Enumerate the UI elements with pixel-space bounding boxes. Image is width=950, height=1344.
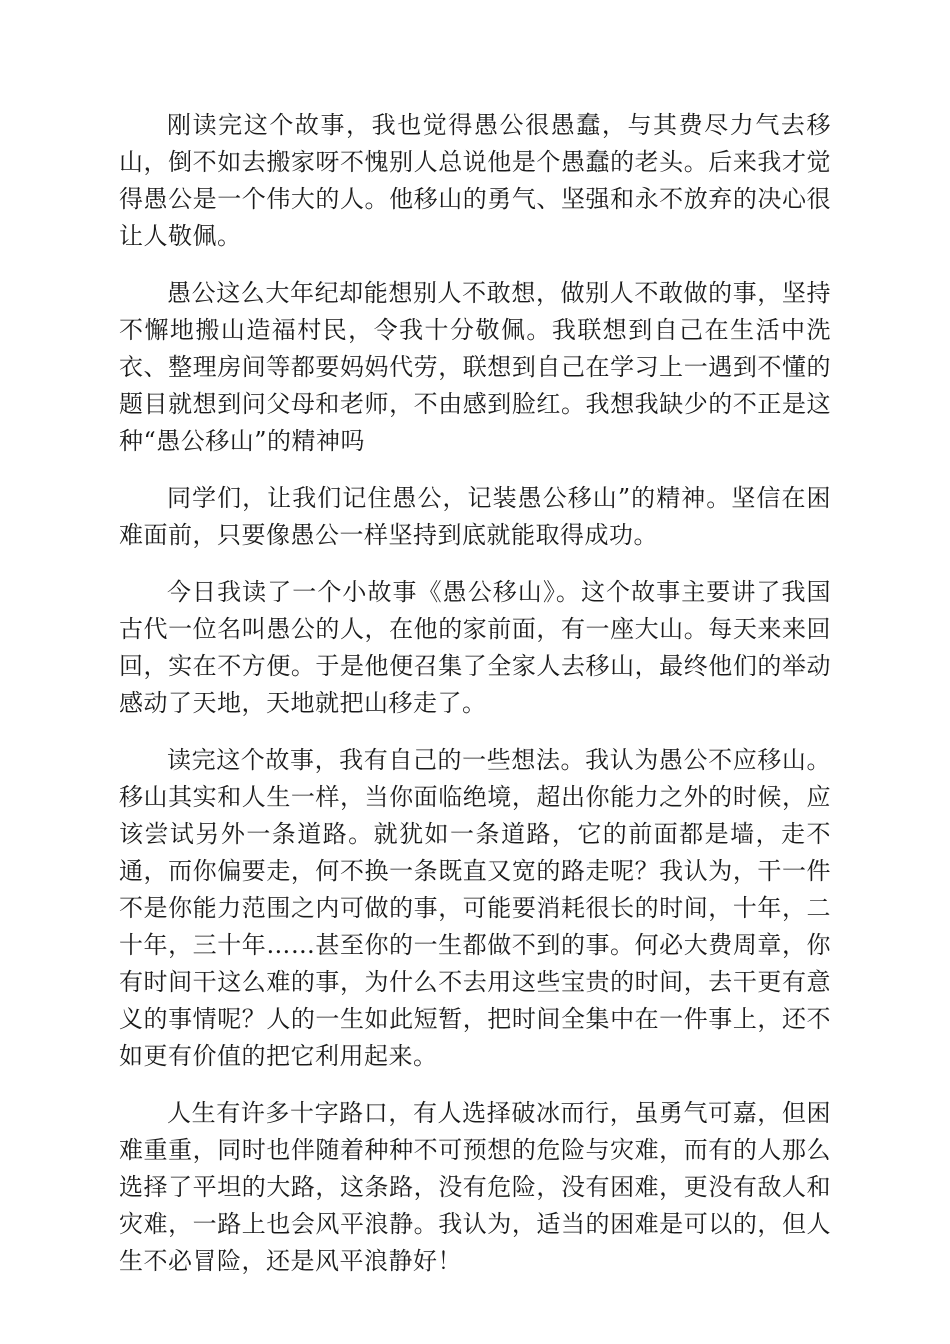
paragraph-3: 同学们，让我们记住愚公，记装愚公移山”的精神。坚信在困难面前，只要像愚公一样坚持到底就能取得成功。 (119, 484, 831, 549)
paragraph-1: 刚读完这个故事，我也觉得愚公很愚蠢，与其费尽力气去移山，倒不如去搬家呀不愧别人总说他是个愚蠢的老头。后来我才觉得愚公是一个伟大的人。他移山的勇气、坚强和永不放弃的决心很让人敬佩。 (119, 111, 831, 250)
paragraph-5: 读完这个故事，我有自己的一些想法。我认为愚公不应移山。移山其实和人生一样，当你面临绝境，超出你能力之外的时候，应该尝试另外一条道路。就犹如一条道路，它的前面都是墙，走不通，而你偏要走，何不换一条既直又宽的路走呢？我认为，干一件不是你能力范围之内可做的事，可能要消耗很长的时间，十年，二十年，三十年……甚至你的一生都做不到的事。何必大费周章，你有时间干这么难的事，为什么不去用这些宝贵的时间，去干更有意义的事情呢？人的一生如此短暂，把时间全集中在一件事上，还不如更有价值的把它利用起来。 (119, 746, 831, 1070)
paragraph-2: 愚公这么大年纪却能想别人不敢想，做别人不敢做的事，坚持不懈地搬山造福村民，令我十分敬佩。我联想到自己在生活中洗衣、整理房间等都要妈妈代劳，联想到自己在学习上一遇到不懂的题目就想到问父母和老师，不由感到脸红。我想我缺少的不正是这种“愚公移山”的精神吗 (119, 279, 831, 455)
paragraph-6: 人生有许多十字路口，有人选择破冰而行，虽勇气可嘉，但困难重重，同时也伴随着种种不可预想的危险与灾难，而有的人那么选择了平坦的大路，这条路，没有危险，没有困难，更没有敌人和灾难，一路上也会风平浪静。我认为，适当的困难是可以的，但人生不必冒险，还是风平浪静好！ (119, 1099, 831, 1275)
paragraph-4: 今日我读了一个小故事《愚公移山》。这个故事主要讲了我国古代一位名叫愚公的人，在他的家前面，有一座大山。每天来来回回，实在不方便。于是他便召集了全家人去移山，最终他们的举动感动了天地，天地就把山移走了。 (119, 578, 831, 717)
